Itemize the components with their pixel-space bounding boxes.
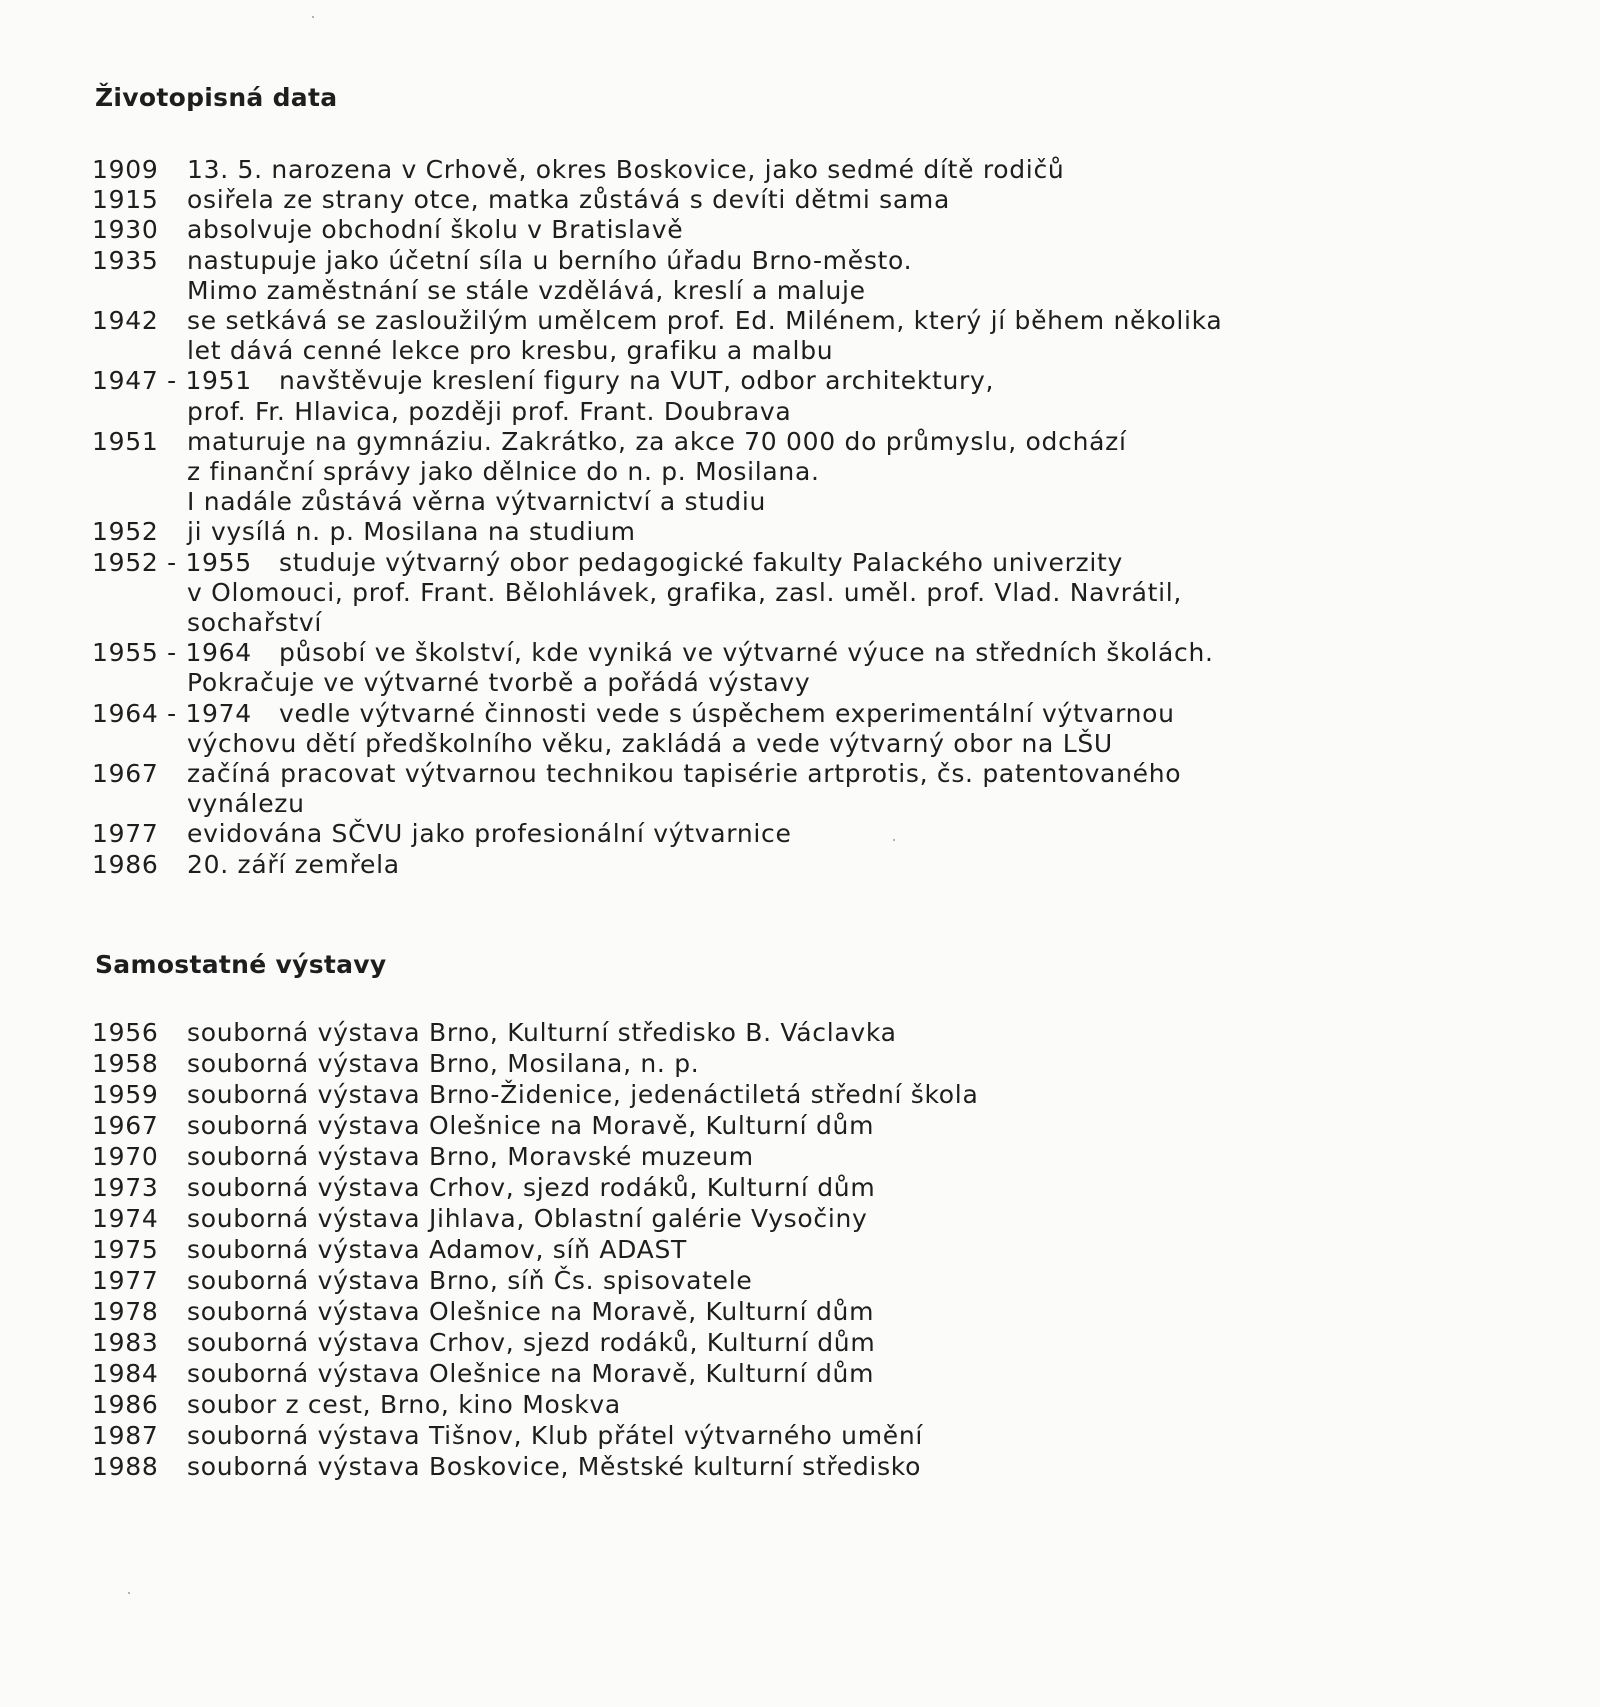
- biography-entry: [92, 427, 1322, 518]
- biography-line: výchovu dětí předškolního věku, zakládá a vede výtvarný obor na LŠU: [187, 728, 1113, 758]
- biography-entry: [92, 759, 1322, 819]
- biography-entry: [92, 215, 1322, 245]
- biography-entry: [92, 185, 1322, 215]
- exhibitions-list: [92, 1017, 1322, 1482]
- biography-year: 1952: [92, 517, 159, 547]
- exhibition-text: souborná výstava Brno, Mosilana, n. p.: [187, 1049, 700, 1078]
- biography-line: vedle výtvarné činnosti vede s úspěchem experimentální výtvarnou: [279, 698, 1175, 728]
- exhibition-text: soubor z cest, Brno, kino Moskva: [187, 1390, 621, 1419]
- biography-text: [187, 215, 1322, 245]
- exhibition-text: souborná výstava Olešnice na Moravě, Kulturní dům: [187, 1359, 875, 1388]
- biography-text: [187, 155, 1322, 185]
- biography-line: I nadále zůstává věrna výtvarnictví a studiu: [187, 487, 767, 517]
- biography-line: evidována SČVU jako profesionální výtvarnice: [187, 819, 792, 849]
- exhibition-entry: [92, 1296, 1322, 1327]
- exhibition-entry: [92, 1327, 1322, 1358]
- paper-speck: [312, 16, 314, 18]
- exhibition-year: 1975: [92, 1235, 159, 1264]
- biography-line: navštěvuje kreslení figury na VUT, odbor architektury,: [279, 366, 995, 396]
- biography-year: 1915: [92, 185, 159, 215]
- biography-text: [187, 819, 1322, 849]
- biography-line: se setkává se zasloužilým umělcem prof. Ed. Milénem, který jí během několika: [187, 306, 1223, 336]
- exhibition-text: souborná výstava Olešnice na Moravě, Kulturní dům: [187, 1111, 875, 1140]
- biography-line: Pokračuje ve výtvarné tvorbě a pořádá výstavy: [187, 668, 811, 698]
- exhibition-year: 1959: [92, 1080, 159, 1109]
- exhibition-entry: [92, 1017, 1322, 1048]
- exhibition-text: souborná výstava Crhov, sjezd rodáků, Kulturní dům: [187, 1173, 876, 1202]
- biography-text: [187, 427, 1322, 518]
- exhibition-text: souborná výstava Brno, síň Čs. spisovatele: [187, 1266, 753, 1295]
- exhibition-year: 1984: [92, 1359, 159, 1388]
- exhibition-entry: [92, 1172, 1322, 1203]
- exhibition-entry: [92, 1141, 1322, 1172]
- biography-entry: [92, 850, 1322, 880]
- biography-text: [187, 547, 1322, 639]
- exhibition-year: 1970: [92, 1142, 159, 1171]
- biography-year: 1909: [92, 155, 159, 184]
- biography-entry: [92, 155, 1322, 185]
- exhibition-text: souborná výstava Crhov, sjezd rodáků, Kulturní dům: [187, 1328, 876, 1357]
- biography-text: [187, 306, 1322, 366]
- biography-text: [187, 759, 1322, 819]
- exhibition-entry: [92, 1048, 1322, 1079]
- exhibition-year: 1978: [92, 1297, 159, 1326]
- biography-line: maturuje na gymnáziu. Zakrátko, za akce 70 000 do průmyslu, odchází: [187, 426, 1127, 456]
- exhibition-text: souborná výstava Brno-Židenice, jedenáctiletá střední škola: [187, 1080, 979, 1109]
- exhibition-text: souborná výstava Jihlava, Oblastní galérie Vysočiny: [187, 1204, 868, 1233]
- biography-text: [187, 246, 1322, 306]
- biography-line: Mimo zaměstnání se stále vzdělává, kreslí a maluje: [187, 275, 866, 305]
- biography-line: studuje výtvarný obor pedagogické fakulty Palackého univerzity: [279, 547, 1124, 577]
- biography-entry: [92, 699, 1322, 759]
- exhibition-year: 1977: [92, 1266, 159, 1295]
- exhibitions-heading: Samostatné výstavy: [95, 950, 387, 979]
- biography-line: let dává cenné lekce pro kresbu, grafiku a malbu: [187, 336, 834, 366]
- biography-entry: [92, 517, 1322, 547]
- biography-heading: Životopisná data: [95, 83, 338, 112]
- biography-list: [92, 155, 1322, 880]
- biography-line: vynálezu: [187, 789, 305, 819]
- exhibition-year: 1956: [92, 1018, 159, 1047]
- exhibition-text: souborná výstava Olešnice na Moravě, Kulturní dům: [187, 1297, 875, 1326]
- biography-text: [187, 517, 1322, 547]
- exhibition-entry: [92, 1420, 1322, 1451]
- biography-entry: [92, 306, 1322, 366]
- biography-text: [187, 698, 1322, 759]
- paper-speck: [128, 1592, 130, 1594]
- biography-line: prof. Fr. Hlavica, později prof. Frant. Doubrava: [187, 396, 792, 426]
- biography-line: absolvuje obchodní školu v Bratislavě: [187, 215, 684, 245]
- biography-line: začíná pracovat výtvarnou technikou tapisérie artprotis, čs. patentovaného: [187, 759, 1182, 789]
- biography-entry: [92, 819, 1322, 849]
- exhibition-year: 1974: [92, 1204, 159, 1233]
- exhibition-entry: [92, 1389, 1322, 1420]
- biography-year: 1964 - 1974: [92, 698, 252, 728]
- biography-entry: [92, 638, 1322, 698]
- exhibition-text: souborná výstava Adamov, síň ADAST: [187, 1235, 687, 1264]
- biography-year: 1977: [92, 819, 159, 849]
- biography-entry: [92, 366, 1322, 426]
- exhibition-entry: [92, 1079, 1322, 1110]
- biography-text: [187, 185, 1322, 215]
- exhibition-year: 1983: [92, 1328, 159, 1357]
- exhibition-entry: [92, 1265, 1322, 1296]
- biography-year: 1986: [92, 849, 159, 879]
- biography-line: sochařství: [187, 608, 323, 638]
- biography-line: z finanční správy jako dělnice do n. p. Mosilana.: [187, 457, 820, 487]
- exhibition-year: 1987: [92, 1421, 159, 1450]
- biography-line: 13. 5. narozena v Crhově, okres Boskovice, jako sedmé dítě rodičů: [187, 155, 1065, 184]
- biography-line: ji vysílá n. p. Mosilana na studium: [187, 517, 636, 547]
- exhibition-entry: [92, 1234, 1322, 1265]
- biography-text: [187, 638, 1322, 698]
- biography-year: 1955 - 1964: [92, 638, 252, 668]
- exhibition-text: souborná výstava Tišnov, Klub přátel výtvarného umění: [187, 1421, 924, 1450]
- exhibition-year: 1958: [92, 1049, 159, 1078]
- biography-year: 1942: [92, 306, 159, 336]
- biography-year: 1952 - 1955: [92, 547, 252, 577]
- exhibition-year: 1986: [92, 1390, 159, 1419]
- biography-year: 1935: [92, 245, 159, 275]
- biography-line: 20. září zemřela: [187, 849, 400, 879]
- biography-line: v Olomouci, prof. Frant. Bělohlávek, grafika, zasl. uměl. prof. Vlad. Navrátil,: [187, 577, 1183, 607]
- exhibition-text: souborná výstava Brno, Moravské muzeum: [187, 1142, 754, 1171]
- paper-speck: [893, 839, 895, 841]
- biography-line: osiřela ze strany otce, matka zůstává s devíti dětmi sama: [187, 185, 950, 215]
- biography-year: 1951: [92, 426, 159, 456]
- exhibition-text: souborná výstava Boskovice, Městské kulturní středisko: [187, 1452, 922, 1481]
- exhibition-entry: [92, 1203, 1322, 1234]
- biography-year: 1930: [92, 215, 159, 245]
- exhibition-year: 1967: [92, 1111, 159, 1140]
- exhibition-year: 1973: [92, 1173, 159, 1202]
- exhibition-text: souborná výstava Brno, Kulturní středisko B. Václavka: [187, 1018, 897, 1047]
- exhibition-entry: [92, 1110, 1322, 1141]
- biography-text: [187, 366, 1322, 426]
- exhibition-entry: [92, 1451, 1322, 1482]
- biography-text: [187, 850, 1322, 880]
- biography-line: nastupuje jako účetní síla u berního úřadu Brno-město.: [187, 245, 913, 275]
- biography-year: 1947 - 1951: [92, 366, 252, 396]
- exhibition-entry: [92, 1358, 1322, 1389]
- biography-entry: [92, 246, 1322, 306]
- biography-year: 1967: [92, 759, 159, 789]
- exhibition-year: 1988: [92, 1452, 159, 1481]
- biography-entry: [92, 548, 1322, 639]
- biography-line: působí ve školství, kde vyniká ve výtvarné výuce na středních školách.: [279, 638, 1214, 668]
